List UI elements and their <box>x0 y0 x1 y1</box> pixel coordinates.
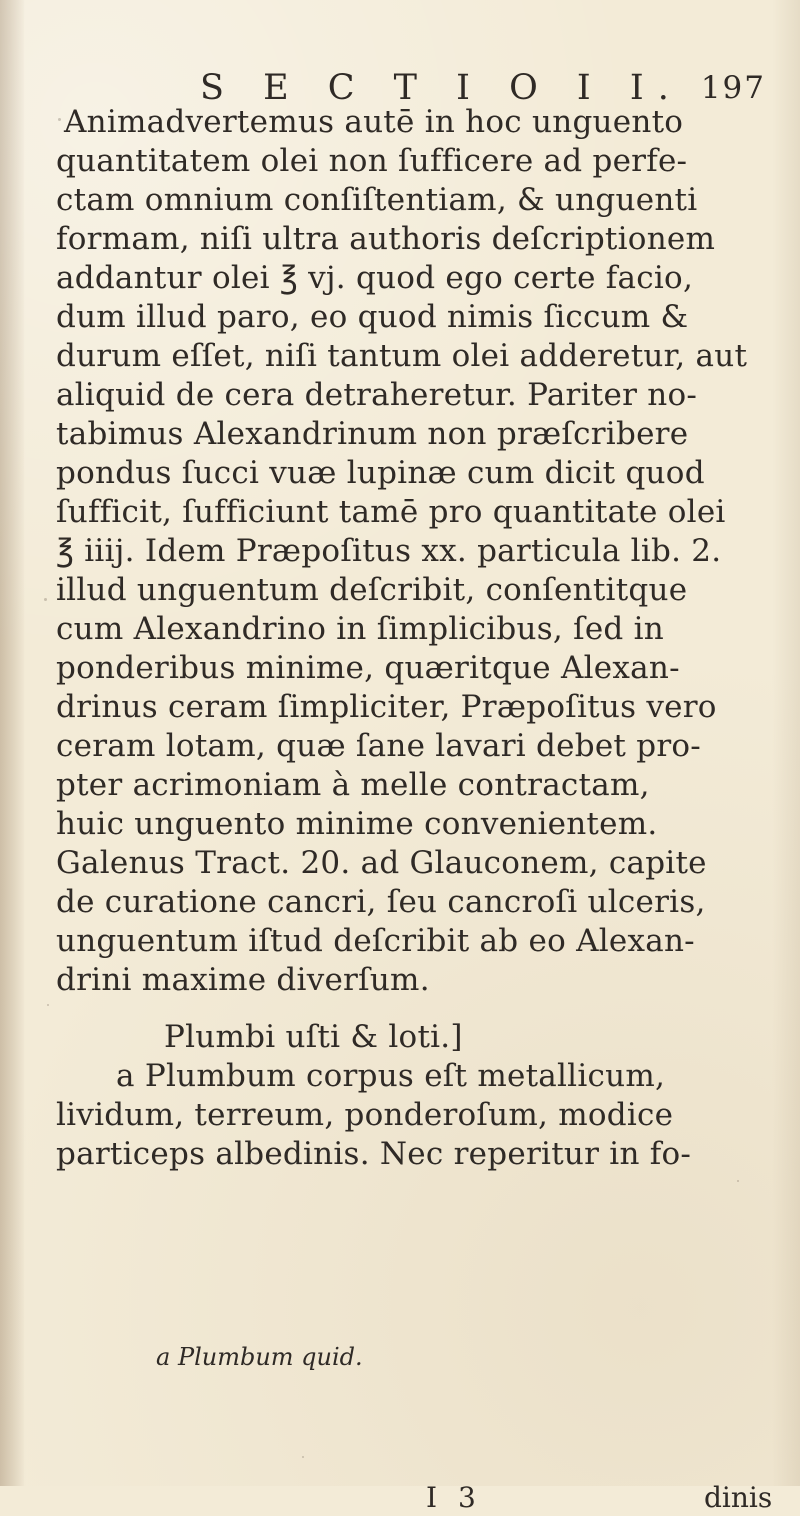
text-line: huic unguento minime convenientem. <box>56 806 658 842</box>
text-line: illud unguentum deſcribit, conſentitque <box>56 572 688 608</box>
text-line: ℥ iiij. Idem Præpoſitus xx. particula lib. 2. <box>56 533 722 569</box>
text-line: ſufficit, ſufficiunt tamē pro quantitate olei <box>56 494 726 530</box>
text-line: pter acrimoniam à melle contractam, <box>56 767 650 803</box>
paper-speck <box>58 118 61 121</box>
paper-speck <box>47 1004 49 1006</box>
text-line: drini maxime diverſum. <box>56 962 430 998</box>
text-line: addantur olei ℥ vj. quod ego certe facio, <box>56 260 694 296</box>
text-line: de curatione cancri, ſeu cancroſi ulceris, <box>56 884 706 920</box>
text-line: ceram lotam, quæ ſane lavari debet pro- <box>56 728 702 764</box>
text-line: cum Alexandrino in ſimplicibus, ſed in <box>56 611 665 647</box>
page-number: 197 <box>700 70 766 106</box>
running-head: S E C T I O I I. <box>200 68 683 108</box>
text-line: Animadvertemus autē in hoc unguento <box>64 104 684 140</box>
text-line: particeps albedinis. Nec reperitur in fo- <box>56 1136 692 1172</box>
text-line: ctam omnium conſiſtentiam, & unguenti <box>56 182 698 218</box>
text-line: lividum, terreum, ponderoſum, modice <box>56 1097 674 1133</box>
margin-note: a Plumbum quid. <box>156 1343 363 1371</box>
signature-mark: I 3 <box>426 1481 482 1514</box>
text-line: unguentum iſtud deſcribit ab eo Alexan- <box>56 923 695 959</box>
paper-speck <box>737 1180 739 1182</box>
text-line: aliquid de cera detraheretur. Pariter no- <box>56 377 698 413</box>
text-line: dum illud paro, eo quod nimis ſiccum & <box>56 299 689 335</box>
text-line: a Plumbum corpus eſt metallicum, <box>116 1058 666 1094</box>
catchword: dinis <box>704 1481 773 1514</box>
text-line: Plumbi uſti & loti.] <box>164 1019 463 1055</box>
text-line: quantitatem olei non ſufficere ad perfe- <box>56 143 688 179</box>
text-line: ponderibus minime, quæritque Alexan- <box>56 650 680 686</box>
text-line: formam, niſi ultra authoris deſcriptionem <box>56 221 716 257</box>
text-line: durum eſſet, niſi tantum olei adderetur, aut <box>56 338 748 374</box>
text-line: Galenus Tract. 20. ad Glauconem, capite <box>56 845 707 881</box>
text-line: pondus ſucci vuæ lupinæ cum dicit quod <box>56 455 705 491</box>
text-line: tabimus Alexandrinum non præſcribere <box>56 416 689 452</box>
paper-speck <box>44 598 47 601</box>
paper-speck <box>302 1456 304 1458</box>
page-gutter-shadow <box>0 0 24 1486</box>
text-line: drinus ceram ſimpliciter, Præpoſitus vero <box>56 689 717 725</box>
